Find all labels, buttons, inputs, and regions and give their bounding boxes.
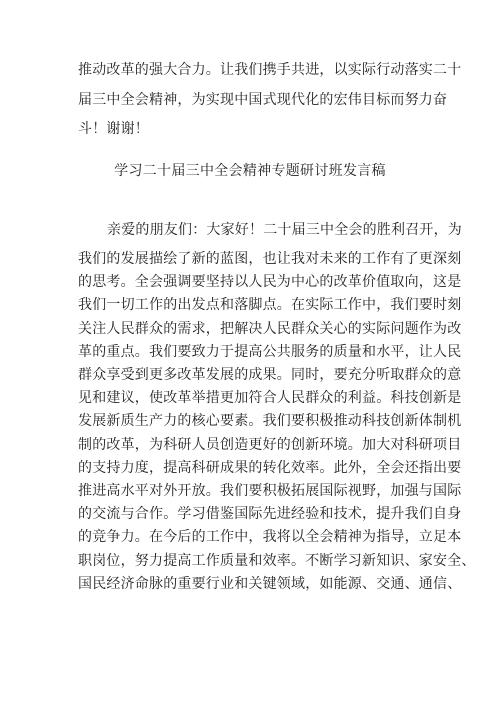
closing-line-2: 届三中全会精神，为实现中国式现代化的宏伟目标而努力奋 [78,92,448,108]
body-line-13: 的交流与合作。学习借鉴国际先进经验和技术，提升我们自身 [78,506,462,522]
body-line-16: 国民经济命脉的重要行业和关键领域，如能源、交通、通信、 [78,576,462,592]
body-line-4: 我们一切工作的出发点和落脚点。在实际工作中，我们要时刻 [78,297,462,313]
body-line-11: 的支持力度，提高科研成果的转化效率。此外，全会还指出要 [78,460,462,476]
body-line-6: 革的重点。我们要致力于提高公共服务的质量和水平，让人民 [78,344,462,360]
body-line-15: 职岗位，努力提高工作质量和效率。不断学习新知识、家安全、 [78,553,476,569]
body-line-14: 的竞争力。在今后的工作中，我将以全会精神为指导，立足本 [78,529,462,545]
body-line-3: 的思考。全会强调要坚持以人民为中心的改革价值取向，这是 [78,274,462,290]
body-line-5: 关注人民群众的需求，把解决人民群众关心的实际问题作为改 [78,321,462,337]
body-line-7: 群众享受到更多改革发展的成果。同时，要充分听取群众的意 [78,367,462,383]
body-line-2: 我们的发展描绘了新的蓝图，也让我对未来的工作有了更深刻 [78,251,462,267]
document-title: 学习二十届三中全会精神专题研讨班发言稿 [114,163,386,179]
body-line-9: 发展新质生产力的核心要素。我们要积极推动科技创新体制机 [78,413,462,429]
closing-line-1: 推动改革的强大合力。让我们携手共进，以实际行动落实二十 [78,62,462,78]
body-line-10: 制的改革，为科研人员创造更好的创新环境。加大对科研项目 [78,437,462,453]
body-line-1: 亲爱的朋友们：大家好！二十届三中全会的胜利召开，为 [107,222,462,238]
body-line-12: 推进高水平对外开放。我们要积极拓展国际视野，加强与国际 [78,483,462,499]
body-line-8: 见和建议，使改革举措更加符合人民群众的利益。科技创新是 [78,390,462,406]
closing-line-3: 斗！谢谢！ [78,121,149,137]
